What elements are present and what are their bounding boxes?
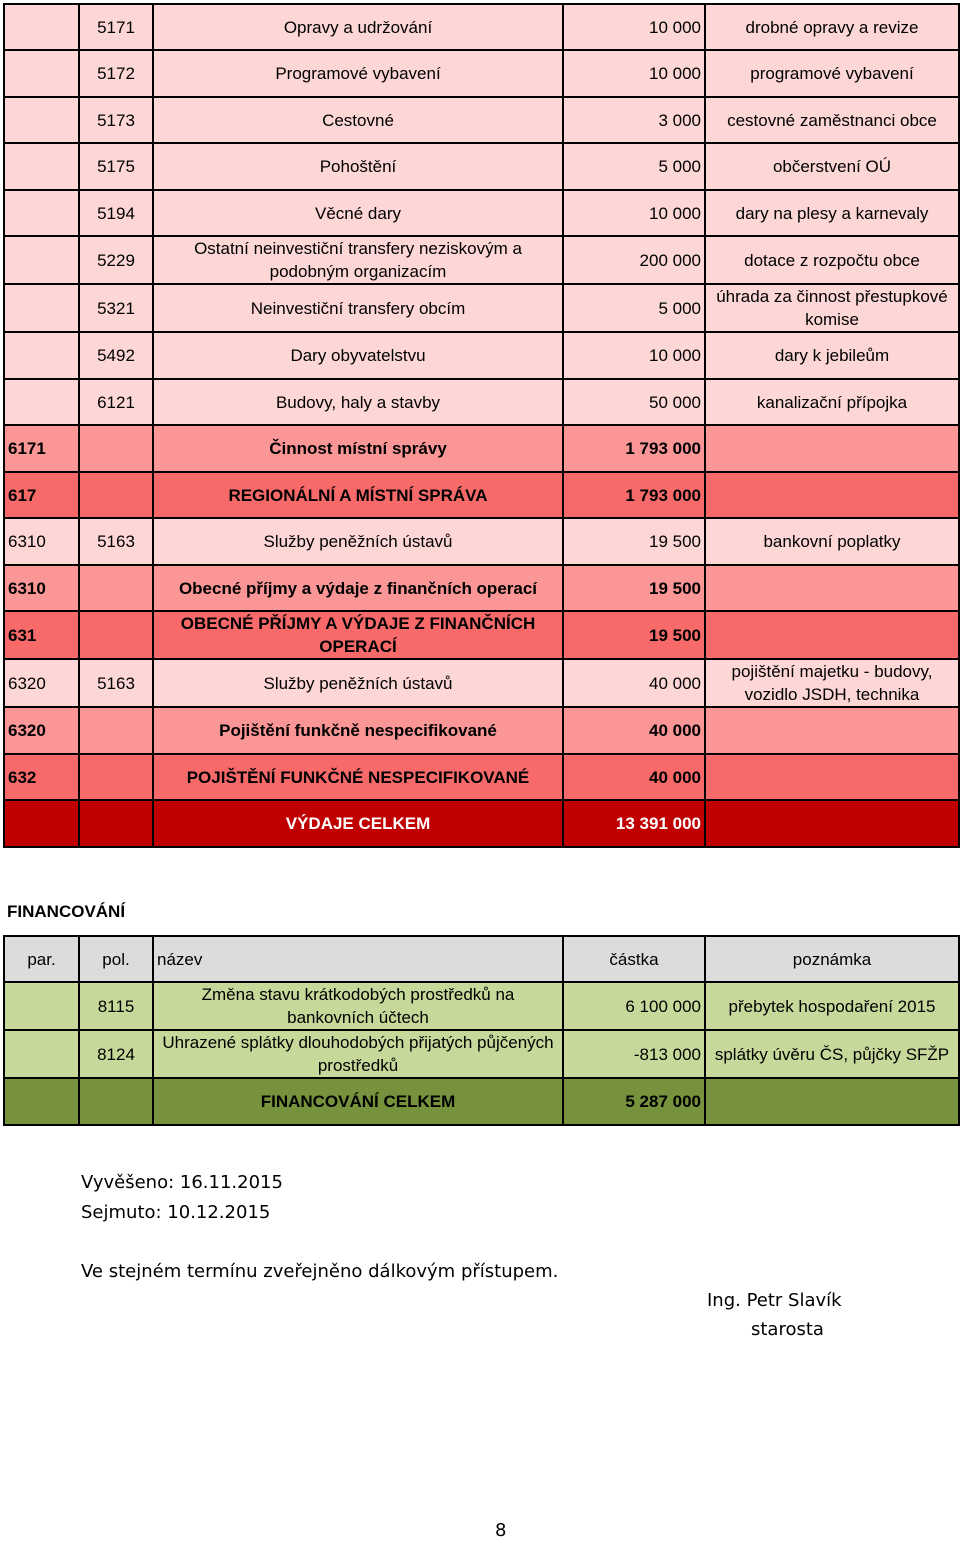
table-row (4, 754, 959, 800)
row-par (4, 4, 79, 50)
row-par: 6310 (4, 565, 79, 611)
row-par: 6310 (4, 518, 79, 565)
total-row (4, 1078, 959, 1125)
row-amount: 10 000 (563, 50, 705, 97)
row-pol: 5163 (79, 518, 153, 565)
row-amount: 5 000 (563, 143, 705, 190)
row-note: dotace z rozpočtu obce (705, 236, 959, 284)
row-par (4, 332, 79, 379)
row-amount: 10 000 (563, 332, 705, 379)
remote-publication-note: Ve stejném termínu zveřejněno dálkovým přístupem. (81, 1261, 559, 1282)
removed-date: Sejmuto: 10.12.2015 (81, 1202, 271, 1223)
row-amount: 40 000 (563, 659, 705, 707)
table-row (4, 707, 959, 754)
financing-total-label: FINANCOVÁNÍ CELKEM (153, 1078, 563, 1125)
row-name: Programové vybavení (153, 50, 563, 97)
row-pol (79, 472, 153, 518)
row-amount: 19 500 (563, 518, 705, 565)
row-amount: 1 793 000 (563, 472, 705, 518)
row-amount: 5 000 (563, 284, 705, 332)
row-par (4, 982, 79, 1030)
row-par: 6320 (4, 707, 79, 754)
row-par (4, 190, 79, 236)
table-row (4, 611, 959, 659)
row-name: Budovy, haly a stavby (153, 379, 563, 425)
table-row (4, 143, 959, 190)
row-name: OBECNÉ PŘÍJMY A VÝDAJE Z FINANČNÍCH OPERACÍ (153, 611, 563, 659)
row-note: pojištění majetku - budovy, vozidlo JSDH, technika (705, 659, 959, 707)
row-par (4, 50, 79, 97)
row-amount: 19 500 (563, 565, 705, 611)
row-note: bankovní poplatky (705, 518, 959, 565)
row-note (705, 425, 959, 472)
row-note: přebytek hospodaření 2015 (705, 982, 959, 1030)
row-name: Služby peněžních ústavů (153, 518, 563, 565)
table-row (4, 284, 959, 332)
table-row (4, 97, 959, 143)
row-name: Činnost místní správy (153, 425, 563, 472)
row-amount: 6 100 000 (563, 982, 705, 1030)
expenses-total-amount: 13 391 000 (563, 800, 705, 847)
table-row (4, 518, 959, 565)
row-amount: -813 000 (563, 1030, 705, 1078)
row-name: Cestovné (153, 97, 563, 143)
row-note: úhrada za činnost přestupkové komise (705, 284, 959, 332)
posted-date: Vyvěšeno: 16.11.2015 (81, 1172, 283, 1193)
row-note (705, 472, 959, 518)
row-par: 6171 (4, 425, 79, 472)
row-pol: 8124 (79, 1030, 153, 1078)
row-name: Obecné příjmy a výdaje z finančních operací (153, 565, 563, 611)
table-row (4, 379, 959, 425)
table-row (4, 50, 959, 97)
row-name: Dary obyvatelstvu (153, 332, 563, 379)
total-cell-empty (79, 1078, 153, 1125)
header-amount: částka (563, 936, 705, 982)
row-par: 6320 (4, 659, 79, 707)
row-amount: 1 793 000 (563, 425, 705, 472)
row-amount: 50 000 (563, 379, 705, 425)
table-row (4, 659, 959, 707)
row-amount: 19 500 (563, 611, 705, 659)
row-amount: 10 000 (563, 190, 705, 236)
row-pol (79, 611, 153, 659)
row-note (705, 611, 959, 659)
row-pol: 5229 (79, 236, 153, 284)
row-note (705, 707, 959, 754)
row-pol: 5172 (79, 50, 153, 97)
row-note: kanalizační přípojka (705, 379, 959, 425)
total-row (4, 800, 959, 847)
row-name: Uhrazené splátky dlouhodobých přijatých půjčených prostředků (153, 1030, 563, 1078)
row-pol: 5492 (79, 332, 153, 379)
row-pol (79, 425, 153, 472)
signer-name: Ing. Petr Slavík (707, 1290, 842, 1311)
row-par: 632 (4, 754, 79, 800)
financing-title: FINANCOVÁNÍ (7, 902, 126, 921)
row-par: 617 (4, 472, 79, 518)
row-par (4, 143, 79, 190)
row-name: Věcné dary (153, 190, 563, 236)
row-name: Změna stavu krátkodobých prostředků na bankovních účtech (153, 982, 563, 1030)
total-cell-empty (79, 800, 153, 847)
table-row (4, 190, 959, 236)
row-name: Opravy a udržování (153, 4, 563, 50)
row-par (4, 379, 79, 425)
row-par (4, 284, 79, 332)
row-note (705, 754, 959, 800)
row-pol: 5163 (79, 659, 153, 707)
header-par: par. (4, 936, 79, 982)
row-note: drobné opravy a revize (705, 4, 959, 50)
row-note (705, 565, 959, 611)
row-name: REGIONÁLNÍ A MÍSTNÍ SPRÁVA (153, 472, 563, 518)
table-row (4, 425, 959, 472)
financing-total-amount: 5 287 000 (563, 1078, 705, 1125)
row-name: Neinvestiční transfery obcím (153, 284, 563, 332)
row-name: Služby peněžních ústavů (153, 659, 563, 707)
row-par (4, 236, 79, 284)
total-cell-empty (705, 1078, 959, 1125)
row-note: dary k jebileům (705, 332, 959, 379)
row-amount: 200 000 (563, 236, 705, 284)
row-note: občerstvení OÚ (705, 143, 959, 190)
row-pol: 8115 (79, 982, 153, 1030)
row-name: Ostatní neinvestiční transfery neziskovým a podobným organizacím (153, 236, 563, 284)
total-cell-empty (4, 800, 79, 847)
row-pol (79, 707, 153, 754)
table-row (4, 982, 959, 1030)
row-amount: 40 000 (563, 754, 705, 800)
row-pol (79, 565, 153, 611)
row-pol: 5321 (79, 284, 153, 332)
row-amount: 3 000 (563, 97, 705, 143)
row-pol: 5171 (79, 4, 153, 50)
page-number: 8 (495, 1520, 507, 1541)
row-amount: 10 000 (563, 4, 705, 50)
signer-title: starosta (751, 1319, 824, 1340)
expenses-total-label: VÝDAJE CELKEM (153, 800, 563, 847)
row-name: Pohoštění (153, 143, 563, 190)
table-row (4, 332, 959, 379)
table-row (4, 4, 959, 50)
row-par: 631 (4, 611, 79, 659)
row-par (4, 1030, 79, 1078)
total-cell-empty (4, 1078, 79, 1125)
row-note: dary na plesy a karnevaly (705, 190, 959, 236)
row-amount: 40 000 (563, 707, 705, 754)
row-note: splátky úvěru ČS, půjčky SFŽP (705, 1030, 959, 1078)
row-note: cestovné zaměstnanci obce (705, 97, 959, 143)
financing-table (3, 935, 960, 1126)
total-cell-empty (705, 800, 959, 847)
table-row (4, 565, 959, 611)
row-name: POJIŠTĚNÍ FUNKČNÉ NESPECIFIKOVANÉ (153, 754, 563, 800)
table-row (4, 1030, 959, 1078)
row-note: programové vybavení (705, 50, 959, 97)
expenses-table (3, 3, 960, 848)
row-name: Pojištění funkčně nespecifikované (153, 707, 563, 754)
row-pol: 5173 (79, 97, 153, 143)
row-pol: 5194 (79, 190, 153, 236)
header-pol: pol. (79, 936, 153, 982)
row-par (4, 97, 79, 143)
row-pol: 5175 (79, 143, 153, 190)
table-row (4, 236, 959, 284)
header-note: poznámka (705, 936, 959, 982)
row-pol (79, 754, 153, 800)
table-header-row (4, 936, 959, 982)
table-row (4, 472, 959, 518)
header-name: název (153, 936, 563, 982)
row-pol: 6121 (79, 379, 153, 425)
